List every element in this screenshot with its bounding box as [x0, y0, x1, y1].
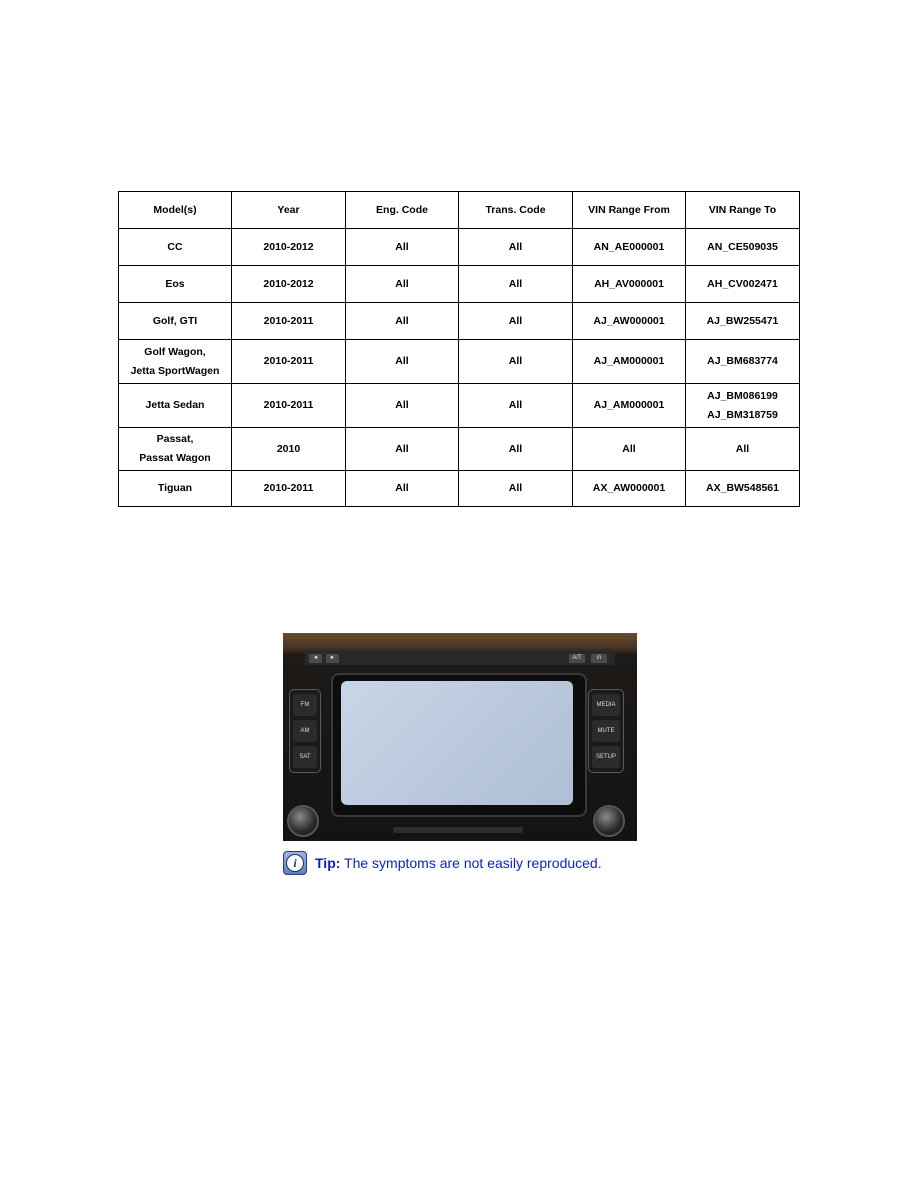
table-row: [119, 229, 800, 266]
am-button: AM: [293, 720, 317, 742]
tune-knob: [593, 805, 625, 837]
cell-vin-from: AJ_AW000001: [573, 303, 686, 340]
cell-vin-to: AJ_BW255471: [686, 303, 800, 340]
table-row: [119, 340, 800, 384]
seek-forward-icon: ►: [326, 654, 339, 663]
cell-trans: All: [459, 384, 573, 428]
cell-model: Eos: [119, 266, 232, 303]
cell-vin-to: All: [686, 428, 800, 471]
tip-message: The symptoms are not easily reproduced.: [344, 855, 602, 871]
cell-vin-from: AN_AE000001: [573, 229, 686, 266]
cell-year: 2010-2011: [232, 303, 346, 340]
cell-vin-from: AX_AW000001: [573, 471, 686, 507]
cell-trans: All: [459, 340, 573, 384]
header-trans-code: Trans. Code: [459, 192, 573, 229]
blank-display-screen: [341, 681, 573, 805]
table-row: [119, 471, 800, 507]
cell-model: Golf, GTI: [119, 303, 232, 340]
cell-vin-to: AN_CE509035: [686, 229, 800, 266]
cell-year: 2010-2012: [232, 266, 346, 303]
cell-trans: All: [459, 303, 573, 340]
info-button: i/i: [591, 654, 607, 663]
cell-vin-to: AH_CV002471: [686, 266, 800, 303]
header-models: Model(s): [119, 192, 232, 229]
table-row: [119, 384, 800, 428]
bottom-trim: [393, 827, 523, 833]
table-row: [119, 428, 800, 471]
volume-knob: [287, 805, 319, 837]
cell-model: CC: [119, 229, 232, 266]
cell-eng: All: [346, 266, 459, 303]
cell-year: 2010-2011: [232, 384, 346, 428]
cell-vin-to: AX_BW548561: [686, 471, 800, 507]
header-vin-from: VIN Range From: [573, 192, 686, 229]
cell-model: Passat, Passat Wagon: [119, 428, 232, 471]
at-button: A/T: [569, 654, 585, 663]
cell-trans: All: [459, 266, 573, 303]
header-year: Year: [232, 192, 346, 229]
info-icon: [283, 851, 307, 875]
seek-back-icon: ◄: [309, 654, 322, 663]
cell-year: 2010: [232, 428, 346, 471]
cell-eng: All: [346, 229, 459, 266]
tip-text: [315, 855, 602, 871]
table-row: [119, 303, 800, 340]
right-button-panel: [588, 689, 624, 773]
cell-model: Tiguan: [119, 471, 232, 507]
fm-button: FM: [293, 694, 317, 716]
media-button: MEDIA: [592, 694, 620, 716]
cell-vin-to: AJ_BM086199 AJ_BM318759: [686, 384, 800, 428]
tip-note: [283, 850, 602, 876]
cell-eng: All: [346, 303, 459, 340]
cell-vin-from: AJ_AM000001: [573, 340, 686, 384]
header-vin-to: VIN Range To: [686, 192, 800, 229]
cell-year: 2010-2011: [232, 471, 346, 507]
cell-trans: All: [459, 229, 573, 266]
radio-unit-photo: [283, 633, 637, 841]
cell-year: 2010-2011: [232, 340, 346, 384]
cell-eng: All: [346, 428, 459, 471]
cell-trans: All: [459, 471, 573, 507]
cell-eng: All: [346, 340, 459, 384]
cell-vin-from: All: [573, 428, 686, 471]
cell-model: Golf Wagon, Jetta SportWagen: [119, 340, 232, 384]
cell-vin-from: AJ_AM000001: [573, 384, 686, 428]
vin-range-table: [118, 191, 800, 507]
table-header-row: [119, 192, 800, 229]
cell-model: Jetta Sedan: [119, 384, 232, 428]
cell-eng: All: [346, 384, 459, 428]
left-button-panel: [289, 689, 321, 773]
cell-trans: All: [459, 428, 573, 471]
cell-year: 2010-2012: [232, 229, 346, 266]
mute-button: MUTE: [592, 720, 620, 742]
cell-vin-to: AJ_BM683774: [686, 340, 800, 384]
header-eng-code: Eng. Code: [346, 192, 459, 229]
cell-vin-from: AH_AV000001: [573, 266, 686, 303]
setup-button: SETUP: [592, 746, 620, 768]
table-row: [119, 266, 800, 303]
info-glyph: i: [286, 854, 304, 872]
cell-eng: All: [346, 471, 459, 507]
tip-label: Tip:: [315, 855, 341, 871]
sat-button: SAT: [293, 746, 317, 768]
